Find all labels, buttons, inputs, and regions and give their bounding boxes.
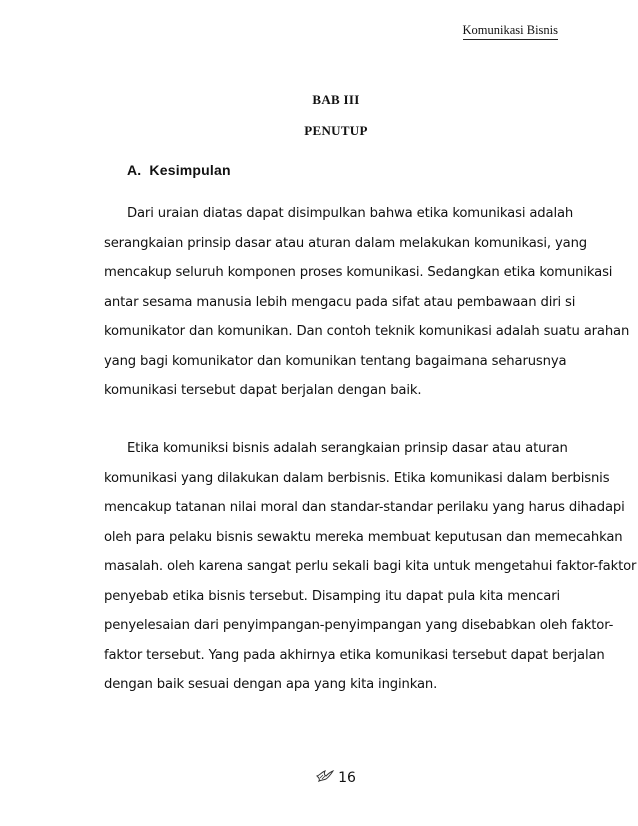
paragraph-line: Etika komuniksi bisnis adalah serangkaian prinsip dasar atau aturan xyxy=(127,441,568,456)
paragraph-line: mencakup tatanan nilai moral dan standar-standar perilaku yang harus dihadapi xyxy=(104,500,625,515)
paragraph-1 xyxy=(104,205,630,412)
chapter-number: BAB III xyxy=(312,92,360,107)
page-number: 16 xyxy=(338,770,356,786)
paragraph-line: serangkaian prinsip dasar atau aturan dalam melakukan komunikasi, yang xyxy=(104,235,588,251)
paragraph-line: dengan baik sesuai dengan apa yang kita inginkan. xyxy=(104,677,438,692)
paragraph-line: komunikasi tersebut dapat berjalan dengan baik. xyxy=(104,383,422,398)
paragraph-line: penyelesaian dari penyimpangan-penyimpangan yang disebabkan oleh faktor- xyxy=(104,618,614,633)
chapter-title: PENUTUP xyxy=(304,123,368,138)
paragraph-line: mencakup seluruh komponen proses komunikasi. Sedangkan etika komunikasi xyxy=(104,265,613,280)
paragraph-line: komunikasi yang dilakukan dalam berbisnis. Etika komunikasi dalam berbisnis xyxy=(104,470,610,486)
paragraph-line: yang bagi komunikator dan komunikan tentang bagaimana seharusnya xyxy=(104,353,567,369)
paragraph-line: antar sesama manusia lebih mengacu pada sifat atau pembawaan diri si xyxy=(104,294,576,310)
paragraph-line: oleh para pelaku bisnis sewaktu mereka membuat keputusan dan memecahkan xyxy=(104,529,623,545)
dove-ornament-icon xyxy=(316,769,334,787)
paragraph-line: penyebab etika bisnis tersebut. Disamping itu dapat pula kita mencari xyxy=(104,588,560,604)
running-header: Komunikasi Bisnis xyxy=(463,22,559,40)
paragraph-line: komunikator dan komunikan. Dan contoh teknik komunikasi adalah suatu arahan xyxy=(104,324,630,339)
section-heading xyxy=(127,162,231,178)
paragraph-line: Dari uraian diatas dapat disimpulkan bahwa etika komunikasi adalah xyxy=(127,206,574,221)
paragraph-2 xyxy=(104,440,637,706)
page-footer xyxy=(0,769,638,787)
paragraph-line: masalah. oleh karena sangat perlu sekali bagi kita untuk mengetahui faktor-faktor xyxy=(104,559,637,574)
paragraph-line: faktor tersebut. Yang pada akhirnya etika komunikasi tersebut dapat berjalan xyxy=(104,647,605,663)
section-letter: A. xyxy=(127,162,142,178)
section-title: Kesimpulan xyxy=(149,162,231,178)
